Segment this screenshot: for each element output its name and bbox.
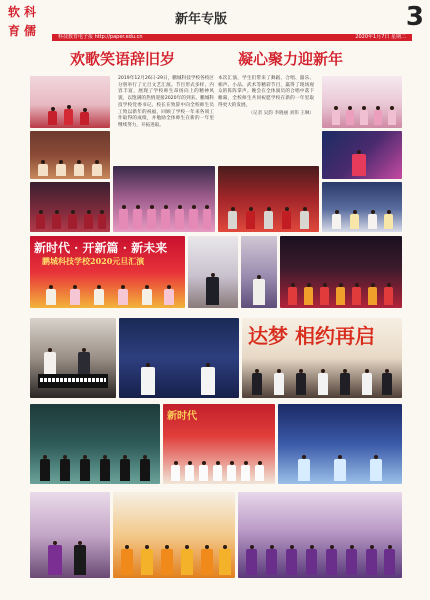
- article-byline: （记者 吴韵 李晓丽 刘伟 王琳）: [248, 110, 314, 116]
- header-bar-right: 2020年1月7日 星期二: [355, 34, 406, 40]
- photo-red-group-dance: [280, 236, 402, 308]
- headline-part-1: 欢歌笑语辞旧岁: [70, 50, 176, 68]
- article-column-1: 2019年12月26日-29日，鹏城科技学校各校区分别举行了元旦文艺汇演。节目形式多样，内容丰富，展现了学校师生昂扬向上的精神风貌，以饱满的热情迎接2020年的到来。鹏城科技学校党委书记、校长在致辞中向全校师生员工致以新年的祝福，回顾了学校一年来各项工作取得的成绩，并勉励全体师生在新的一年里继续努力，开拓进取。: [118, 76, 214, 128]
- header-bar-left: 科技教育电子报 http://paper.edu.cn: [58, 34, 143, 40]
- photo-dancers-red: [30, 76, 110, 128]
- photo-new-year-banner: [30, 236, 185, 308]
- header-bar: [52, 34, 412, 41]
- photo-martial-arts: [119, 318, 239, 398]
- photo-reunion-stage: [242, 318, 402, 398]
- article-column-2: [218, 76, 314, 117]
- photo-chorus-left: [30, 182, 110, 232]
- photo-piano-duet: [30, 318, 116, 398]
- main-headline: [0, 46, 430, 70]
- banner-new-era: 新时代 · 开新篇 · 新未来: [34, 241, 168, 255]
- photo-guzheng: [30, 131, 110, 179]
- piano-keys: [40, 378, 106, 382]
- photo-singer-stage: [322, 131, 402, 179]
- banner-reunion: 达梦 相约再启: [248, 324, 375, 348]
- photo-host-speech: [241, 236, 277, 308]
- photo-host-flowers: [188, 236, 238, 308]
- photo-white-formation: [163, 404, 275, 484]
- page-number: 3: [405, 2, 424, 32]
- banner-new-era-sub: 鹏城科技学校2020元旦汇演: [42, 256, 145, 266]
- headline-part-2: 凝心聚力迎新年: [238, 50, 344, 68]
- photo-purple-chorus: [238, 492, 402, 578]
- photo-red-stage: [218, 166, 319, 232]
- photo-dancers-pink: [322, 76, 402, 128]
- photo-orange-costumes: [113, 492, 235, 578]
- logo-char-2: 科: [24, 5, 37, 19]
- logo-char-3: 育: [8, 24, 21, 38]
- logo-char-1: 软: [8, 5, 21, 19]
- logo-char-4: 儒: [24, 24, 37, 38]
- photo-ballet-blue: [278, 404, 402, 484]
- photo-choir-pink: [113, 166, 215, 232]
- article-column-2-text: 本次汇演，学生们带来了舞蹈、合唱、器乐、相声、小品、武术等精彩节目，赢得了现场观众的阵阵掌声。晚会在全体演员的合唱中落下帷幕，全校师生共同祝愿学校在新的一年里取得更大的发展。: [218, 76, 314, 108]
- banner-stage-new-era: 新时代: [167, 411, 197, 422]
- photo-black-dancers: [30, 404, 160, 484]
- photo-white-dancers: [322, 182, 402, 232]
- newspaper-logo: [6, 2, 48, 44]
- section-title: 新年专版: [175, 12, 228, 27]
- photo-latin-dance: [30, 492, 110, 578]
